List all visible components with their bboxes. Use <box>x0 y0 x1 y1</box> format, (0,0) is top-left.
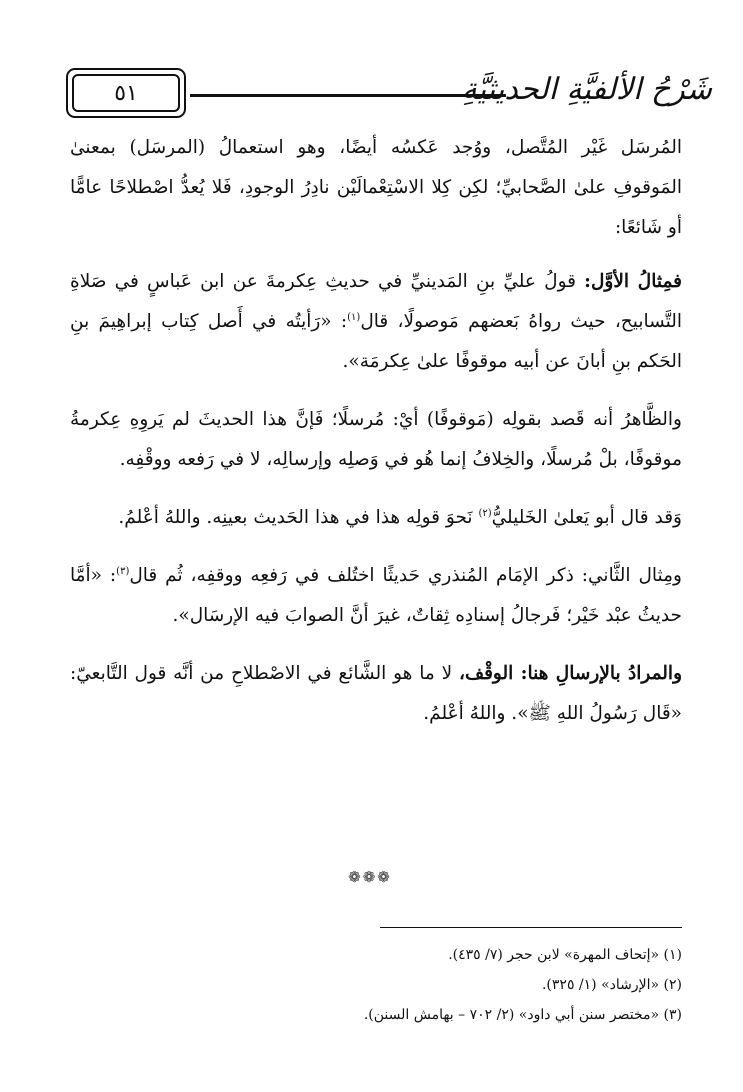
page-header <box>60 62 716 122</box>
footnote-2: (٢) «الإرشاد» (١/ ٣٢٥). <box>541 977 682 993</box>
section-ornament: ❁❁❁ <box>348 868 392 886</box>
page-number: ٥١ <box>72 74 180 112</box>
footnote-separator <box>380 927 682 928</box>
paragraph-2-text-a: قولُ عليِّ بنِ المَدينيِّ في حديثِ عِكرمةَ عن ابن عَباسٍ في صَلاةِ التَّسابيح، حيث رواهُ بَعضهم مَوصولًا، قال <box>70 271 682 332</box>
paragraph-5 <box>70 556 682 636</box>
footnote-1: (١) «إتحاف المهرة» لابن حجر (٧/ ٤٣٥). <box>448 947 682 963</box>
paragraph-4-text-b: نَحوَ قولِه هذا في هذا الحَديث بعينِه. واللهُ أعْلمُ. <box>118 507 479 528</box>
example-one-label: فمِثالُ الأوَّل: <box>584 271 682 292</box>
paragraph-6-lead: والمرادُ بالإرسالِ هنا: الوقْف، <box>458 663 683 684</box>
paragraph-5-text-a: ومِثال الثَّاني: ذكر الإمَام المُنذري حَديثًا اختُلف في رَفعِه ووقفِه، ثُم قال <box>129 565 682 586</box>
paragraph-5-text-b: : «أمَّا حديثُ عبْد خَيْر؛ فَرجالُ إسنادِه ثِقاتٌ، غيرَ أنَّ الصوابَ فيه الإرسَال». <box>70 565 682 626</box>
paragraph-3: والظَّاهرُ أنه قَصد بقولِه (مَوقوفًا) أيْ: مُرسلًا؛ فَإنَّ هذا الحديثَ لم يَروِهِ عِكرمةُ موقوفًا، بلْ مُرسلًا، والخِلافُ إنما هُو في وَصلِه وإرسالِه، لا في رَفعه ووقْفِه. <box>70 409 682 470</box>
paragraph-1: المُرسَل غَيْر المُتَّصل، ووُجد عَكسُه أيضًا، وهو استعمالُ (المرسَل) بمعنىٰ المَوقوفِ علىٰ الصَّحابيِّ؛ لكِن كِلا الاسْتِعْمالَيْن نادِرُ الوجودِ، فَلا يُعدُّ اصْطلاحًا عامًّا أو شَائعًا: <box>70 137 682 238</box>
paragraph-4 <box>70 498 682 538</box>
footnote-ref-1[interactable]: (١) <box>347 312 361 323</box>
paragraph-2-text-b: : «رَأيتُه في أَصل كِتاب إبراهِيمَ بنِ الحَكم بنِ أبانَ عن أبيه موقوفًا علىٰ عِكرمَة». <box>70 311 682 372</box>
footnotes <box>70 940 682 1030</box>
paragraph-6-text: لا ما هو الشَّائع في الاصْطلاحِ من أنَّه قول التَّابعيّ: «قَال رَسُولُ اللهِ ﷺ». واللهُ أعْلمُ. <box>70 663 682 724</box>
paragraph-2 <box>70 262 682 382</box>
footnote-ref-2[interactable]: (٢) <box>478 508 492 519</box>
running-title: شَرْحُ الألفيَّةِ الحديثيَّةِ <box>461 72 712 107</box>
footnote-ref-3[interactable]: (٣) <box>116 566 130 577</box>
main-text <box>70 128 682 752</box>
paragraph-6 <box>70 654 682 734</box>
paragraph-4-text-a: وَقد قال أبو يَعلىٰ الخَليليُّ <box>491 507 682 528</box>
footnote-3: (٣) «مختصر سنن أبي داود» (٢/ ٧٠٢ – بهامش السنن). <box>363 1007 682 1023</box>
header-rule <box>190 94 506 97</box>
